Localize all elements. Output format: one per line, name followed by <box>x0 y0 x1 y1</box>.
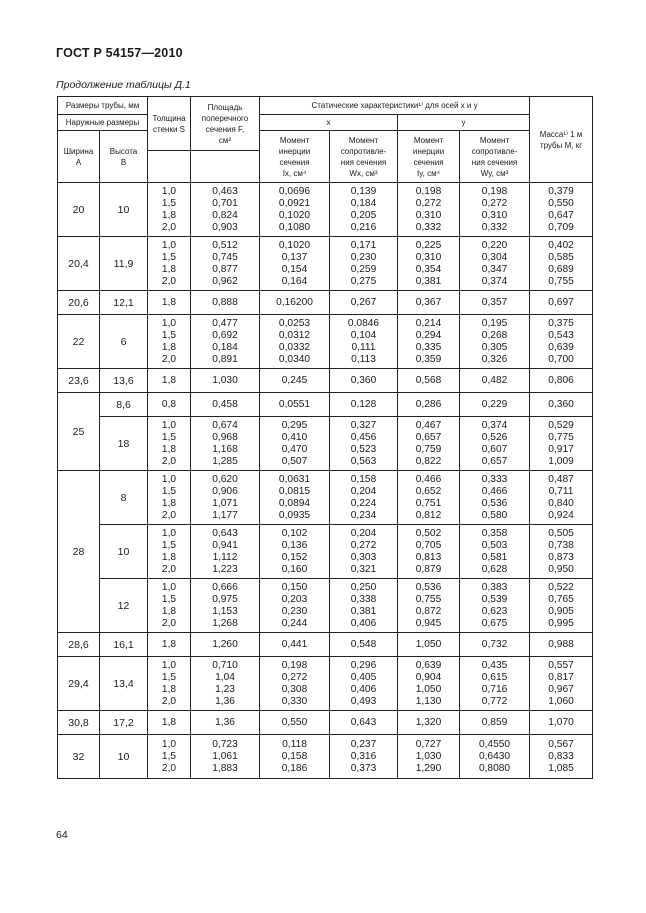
cell-wy: 0,357 <box>460 291 530 315</box>
cell-ix: 0,102 0,136 0,152 0,160 <box>260 525 330 579</box>
cell-thickness: 1,8 <box>148 369 191 393</box>
cell-height: 16,1 <box>100 633 148 657</box>
cell-ix: 0,1020 0,137 0,154 0,164 <box>260 237 330 291</box>
document-code: ГОСТ Р 54157—2010 <box>56 46 183 60</box>
cell-wx: 0,327 0,456 0,523 0,563 <box>330 417 398 471</box>
header-axis-y: y <box>398 115 530 131</box>
cell-area: 0,620 0,906 1,071 1,177 <box>191 471 260 525</box>
header-outer-sizes: Наружные размеры <box>58 115 148 131</box>
header-wy: Момент сопротивле- ния сечения Wy, см³ <box>460 131 530 183</box>
table-row <box>58 369 593 393</box>
cell-wx: 0,139 0,184 0,205 0,216 <box>330 183 398 237</box>
cell-thickness: 1,0 1,5 1,8 2,0 <box>148 183 191 237</box>
cell-ix: 0,441 <box>260 633 330 657</box>
cell-width: 25 <box>58 393 100 471</box>
cell-iy: 0,536 0,755 0,872 0,945 <box>398 579 460 633</box>
cell-iy: 0,286 <box>398 393 460 417</box>
cell-wx: 0,548 <box>330 633 398 657</box>
table-row <box>58 657 593 711</box>
table-row <box>58 393 593 417</box>
cell-wx: 0,267 <box>330 291 398 315</box>
header-height: Высота B <box>100 131 148 183</box>
cell-thickness: 1,0 1,5 1,8 2,0 <box>148 471 191 525</box>
cell-area: 0,512 0,745 0,877 0,962 <box>191 237 260 291</box>
cell-height: 10 <box>100 525 148 579</box>
cell-wx: 0,360 <box>330 369 398 393</box>
cell-mass: 0,360 <box>530 393 593 417</box>
cell-ix: 0,16200 <box>260 291 330 315</box>
cell-wx: 0,204 0,272 0,303 0,321 <box>330 525 398 579</box>
cell-height: 6 <box>100 315 148 369</box>
cell-iy: 0,568 <box>398 369 460 393</box>
cell-iy: 1,050 <box>398 633 460 657</box>
table-caption: Продолжение таблицы Д.1 <box>56 79 191 91</box>
table-row <box>58 417 593 471</box>
header-mass: Масса¹⁾ 1 м трубы M, кг <box>530 97 593 183</box>
header-iy: Момент инерции сечения Iy, см⁴ <box>398 131 460 183</box>
page-number: 64 <box>56 829 68 841</box>
cell-mass: 0,375 0,543 0,639 0,700 <box>530 315 593 369</box>
cell-height: 10 <box>100 735 148 779</box>
table-row <box>58 633 593 657</box>
cell-height: 12 <box>100 579 148 633</box>
cell-height: 10 <box>100 183 148 237</box>
cell-iy: 0,367 <box>398 291 460 315</box>
cell-area: 1,260 <box>191 633 260 657</box>
cell-wy: 0,482 <box>460 369 530 393</box>
cell-thickness: 1,0 1,5 1,8 2,0 <box>148 237 191 291</box>
cell-mass: 0,567 0,833 1,085 <box>530 735 593 779</box>
header-wx: Момент сопротивле- ния сечения Wx, см³ <box>330 131 398 183</box>
cell-height: 17,2 <box>100 711 148 735</box>
pipe-properties-table <box>57 96 593 779</box>
cell-width: 20,4 <box>58 237 100 291</box>
cell-area: 0,643 0,941 1,112 1,223 <box>191 525 260 579</box>
table-row <box>58 711 593 735</box>
cell-mass: 0,988 <box>530 633 593 657</box>
cell-mass: 0,529 0,775 0,917 1,009 <box>530 417 593 471</box>
cell-mass: 1,070 <box>530 711 593 735</box>
cell-wy: 0,333 0,466 0,536 0,580 <box>460 471 530 525</box>
cell-width: 32 <box>58 735 100 779</box>
cell-height: 8 <box>100 471 148 525</box>
cell-wx: 0,296 0,405 0,406 0,493 <box>330 657 398 711</box>
cell-wx: 0,250 0,338 0,381 0,406 <box>330 579 398 633</box>
cell-width: 28,6 <box>58 633 100 657</box>
cell-ix: 0,295 0,410 0,470 0,507 <box>260 417 330 471</box>
table-row <box>58 471 593 525</box>
cell-height: 12,1 <box>100 291 148 315</box>
cell-iy: 0,214 0,294 0,335 0,359 <box>398 315 460 369</box>
cell-width: 23,6 <box>58 369 100 393</box>
table-row <box>58 525 593 579</box>
table-row <box>58 237 593 291</box>
cell-area: 0,666 0,975 1,153 1,268 <box>191 579 260 633</box>
cell-area: 0,723 1,061 1,883 <box>191 735 260 779</box>
cell-area: 0,458 <box>191 393 260 417</box>
cell-width: 20 <box>58 183 100 237</box>
cell-thickness: 0,8 <box>148 393 191 417</box>
cell-wy: 0,195 0,268 0,305 0,326 <box>460 315 530 369</box>
cell-area: 0,463 0,701 0,824 0,903 <box>191 183 260 237</box>
cell-wy: 0,374 0,526 0,607 0,657 <box>460 417 530 471</box>
cell-thickness: 1,0 1,5 1,8 2,0 <box>148 525 191 579</box>
cell-wy: 0,358 0,503 0,581 0,628 <box>460 525 530 579</box>
cell-mass: 0,379 0,550 0,647 0,709 <box>530 183 593 237</box>
cell-thickness: 1,0 1,5 1,8 2,0 <box>148 579 191 633</box>
cell-mass: 0,557 0,817 0,967 1,060 <box>530 657 593 711</box>
cell-iy: 0,467 0,657 0,759 0,822 <box>398 417 460 471</box>
cell-thickness: 1,8 <box>148 711 191 735</box>
cell-width: 20,6 <box>58 291 100 315</box>
cell-iy: 0,198 0,272 0,310 0,332 <box>398 183 460 237</box>
cell-width: 29,4 <box>58 657 100 711</box>
cell-wy: 0,383 0,539 0,623 0,675 <box>460 579 530 633</box>
cell-mass: 0,402 0,585 0,689 0,755 <box>530 237 593 291</box>
cell-thickness: 1,8 <box>148 291 191 315</box>
cell-area: 0,477 0,692 0,184 0,891 <box>191 315 260 369</box>
cell-ix: 0,0696 0,0921 0,1020 0,1080 <box>260 183 330 237</box>
cell-thickness: 1,0 1,5 1,8 2,0 <box>148 315 191 369</box>
cell-mass: 0,487 0,711 0,840 0,924 <box>530 471 593 525</box>
header-static-characteristics: Статические характеристики¹⁾ для осей x и y <box>260 97 530 115</box>
cell-area: 1,36 <box>191 711 260 735</box>
table-body <box>58 183 593 779</box>
cell-thickness: 1,0 1,5 1,8 2,0 <box>148 417 191 471</box>
table-row <box>58 291 593 315</box>
cell-height: 18 <box>100 417 148 471</box>
table-row <box>58 183 593 237</box>
cell-ix: 0,245 <box>260 369 330 393</box>
cell-ix: 0,0551 <box>260 393 330 417</box>
cell-iy: 0,225 0,310 0,354 0,381 <box>398 237 460 291</box>
cell-wy: 0,435 0,615 0,716 0,772 <box>460 657 530 711</box>
cell-wy: 0,4550 0,6430 0,8080 <box>460 735 530 779</box>
cell-wx: 0,171 0,230 0,259 0,275 <box>330 237 398 291</box>
cell-iy: 0,502 0,705 0,813 0,879 <box>398 525 460 579</box>
header-width: Ширина A <box>58 131 100 183</box>
cell-width: 30,8 <box>58 711 100 735</box>
cell-area: 0,674 0,968 1,168 1,285 <box>191 417 260 471</box>
cell-wy: 0,220 0,304 0,347 0,374 <box>460 237 530 291</box>
cell-wy: 0,859 <box>460 711 530 735</box>
cell-wx: 0,643 <box>330 711 398 735</box>
cell-height: 13,6 <box>100 369 148 393</box>
cell-height: 13,4 <box>100 657 148 711</box>
cell-height: 11,9 <box>100 237 148 291</box>
cell-iy: 0,639 0,904 1,050 1,130 <box>398 657 460 711</box>
cell-iy: 0,727 1,030 1,290 <box>398 735 460 779</box>
header-area: Площадь поперечного сечения F, см² <box>191 97 260 151</box>
cell-area: 0,888 <box>191 291 260 315</box>
cell-mass: 0,806 <box>530 369 593 393</box>
cell-ix: 0,118 0,158 0,186 <box>260 735 330 779</box>
header-axis-x: x <box>260 115 398 131</box>
header-ix: Момент инерции сечения Ix, см⁴ <box>260 131 330 183</box>
cell-ix: 0,550 <box>260 711 330 735</box>
cell-wx: 0,128 <box>330 393 398 417</box>
cell-mass: 0,522 0,765 0,905 0,995 <box>530 579 593 633</box>
cell-thickness: 1,0 1,5 2,0 <box>148 735 191 779</box>
table-row <box>58 315 593 369</box>
cell-width: 22 <box>58 315 100 369</box>
cell-wy: 0,229 <box>460 393 530 417</box>
cell-thickness: 1,8 <box>148 633 191 657</box>
cell-ix: 0,0631 0,0815 0,0894 0,0935 <box>260 471 330 525</box>
cell-ix: 0,0253 0,0312 0,0332 0,0340 <box>260 315 330 369</box>
cell-area: 1,030 <box>191 369 260 393</box>
cell-wx: 0,158 0,204 0,224 0,234 <box>330 471 398 525</box>
cell-wx: 0,0846 0,104 0,111 0,113 <box>330 315 398 369</box>
cell-width: 28 <box>58 471 100 633</box>
cell-area: 0,710 1,04 1,23 1,36 <box>191 657 260 711</box>
table-row <box>58 735 593 779</box>
cell-mass: 0,505 0,738 0,873 0,950 <box>530 525 593 579</box>
cell-height: 8,6 <box>100 393 148 417</box>
header-pipe-sizes: Размеры трубы, мм <box>58 97 148 115</box>
cell-wy: 0,732 <box>460 633 530 657</box>
table-row <box>58 579 593 633</box>
cell-wx: 0,237 0,316 0,373 <box>330 735 398 779</box>
cell-iy: 0,466 0,652 0,751 0,812 <box>398 471 460 525</box>
cell-mass: 0,697 <box>530 291 593 315</box>
cell-thickness: 1,0 1,5 1,8 2,0 <box>148 657 191 711</box>
cell-ix: 0,198 0,272 0,308 0,330 <box>260 657 330 711</box>
cell-iy: 1,320 <box>398 711 460 735</box>
cell-wy: 0,198 0,272 0,310 0,332 <box>460 183 530 237</box>
header-wall-thickness: Толщина стенки S <box>148 97 191 151</box>
cell-ix: 0,150 0,203 0,230 0,244 <box>260 579 330 633</box>
